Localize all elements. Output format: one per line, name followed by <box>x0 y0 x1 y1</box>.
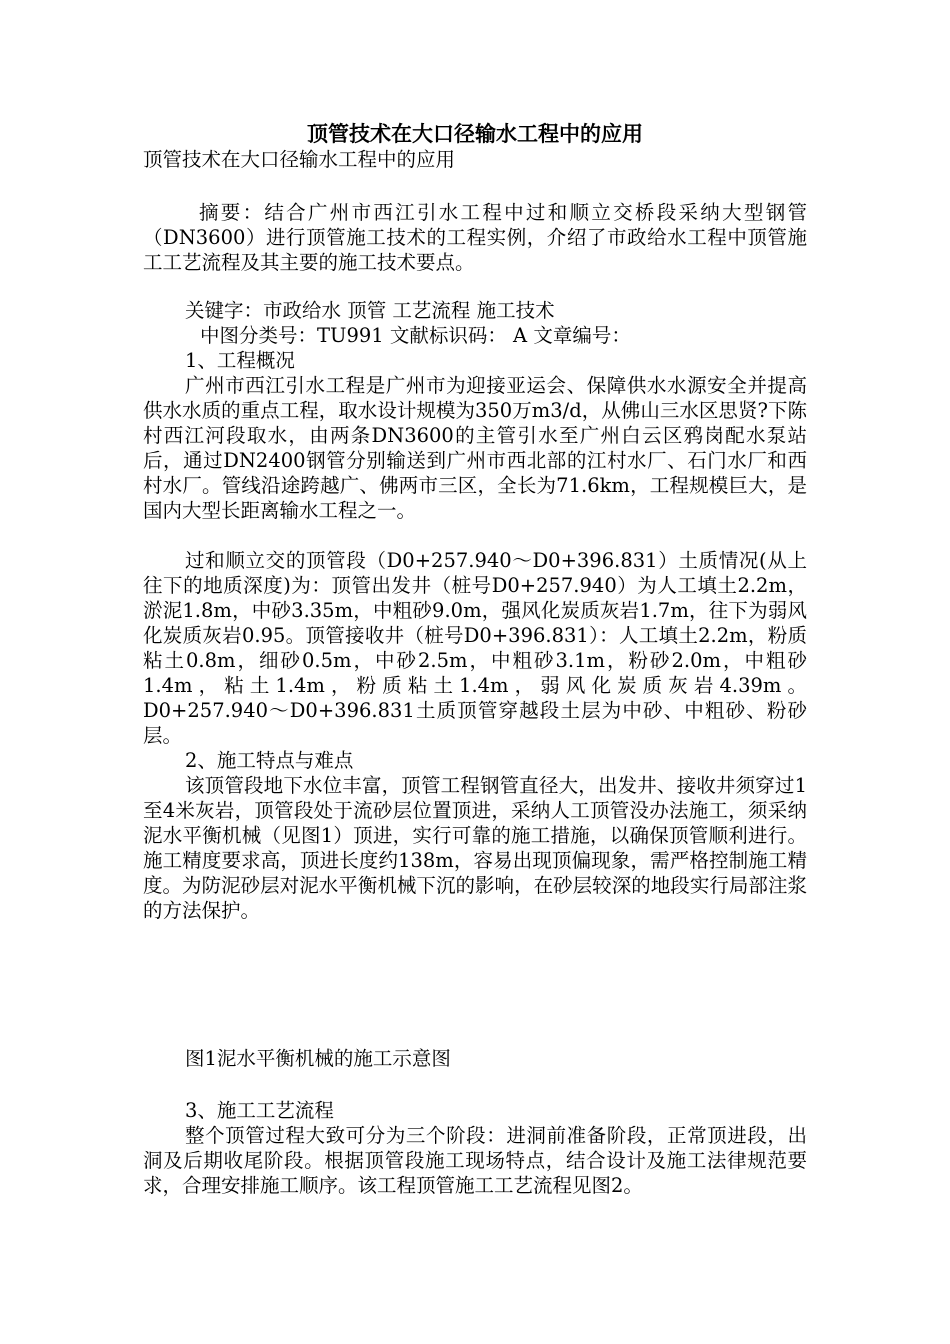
section-3-paragraph-1: 整个顶管过程大致可分为三个阶段：进洞前准备阶段，正常顶进段，出洞及后期收尾阶段。根据顶管段施工现场特点，结合设计及施工法律规范要求，合理安排施工顺序。该工程顶管施工工艺流程见图2。 <box>143 1124 807 1197</box>
section-1-paragraph-2: 过和顺立交的顶管段（D0+257.940～D0+396.831）土质情况(从上往下的地质深度)为：顶管出发井（桩号D0+257.940）为人工填土2.2m，淤泥1.8m，中砂3.35m，中粗砂9.0m，强风化炭质灰岩1.7m，往下为弱风化炭质灰岩0.95。顶管接收井（桩号D0+396.831）：人工填土2.2m，粉质粘土0.8m，细砂0.5m，中砂2.5m，中粗砂3.1m，粉砂2.0m，中粗砂1.4m，粘土1.4m，粉质粘土1.4m，弱风化炭质灰岩4.39m。D0+257.940～D0+396.831土质顶管穿越段土层为中砂、中粗砂、粉砂层。 <box>143 549 807 747</box>
section-2-heading: 2、施工特点与难点 <box>185 749 354 772</box>
keywords-line: 关键字：市政给水 顶管 工艺流程 施工技术 <box>185 299 555 322</box>
classification-line: 中图分类号：TU991 文献标识码： A 文章编号： <box>200 324 631 347</box>
section-2-paragraph-1: 该顶管段地下水位丰富，顶管工程钢管直径大，出发井、接收井须穿过1至4米灰岩，顶管段处于流砂层位置顶进，采纳人工顶管没办法施工，须采纳泥水平衡机械（见图1）顶进，实行可靠的施工措施，以确保顶管顺利进行。施工精度要求高，顶进长度约138m，容易出现顶偏现象，需严格控制施工精度。为防泥砂层对泥水平衡机械下沉的影响，在砂层较深的地段实行局部注浆的方法保护。 <box>143 774 807 922</box>
document-subtitle: 顶管技术在大口径输水工程中的应用 <box>143 148 456 171</box>
document-title: 顶管技术在大口径输水工程中的应用 <box>307 122 643 146</box>
abstract-paragraph: 摘要：结合广州市西江引水工程中过和顺立交桥段采纳大型钢管（DN3600）进行顶管施工技术的工程实例，介绍了市政给水工程中顶管施工工艺流程及其主要的施工技术要点。 <box>143 201 807 274</box>
figure-1-caption: 图1泥水平衡机械的施工示意图 <box>185 1047 451 1070</box>
section-1-paragraph-1: 广州市西江引水工程是广州市为迎接亚运会、保障供水水源安全并提高供水水质的重点工程，取水设计规模为350万m3/d，从佛山三水区思贤?下陈村西江河段取水，由两条DN3600的主管引水至广州白云区鸦岗配水泵站后，通过DN2400钢管分别输送到广州市西北部的江村水厂、石门水厂和西村水厂。管线沿途跨越广、佛两市三区，全长为71.6km，工程规模巨大，是国内大型长距离输水工程之一。 <box>143 374 807 522</box>
section-3-heading: 3、施工工艺流程 <box>185 1099 334 1122</box>
section-1-heading: 1、工程概况 <box>185 349 295 372</box>
